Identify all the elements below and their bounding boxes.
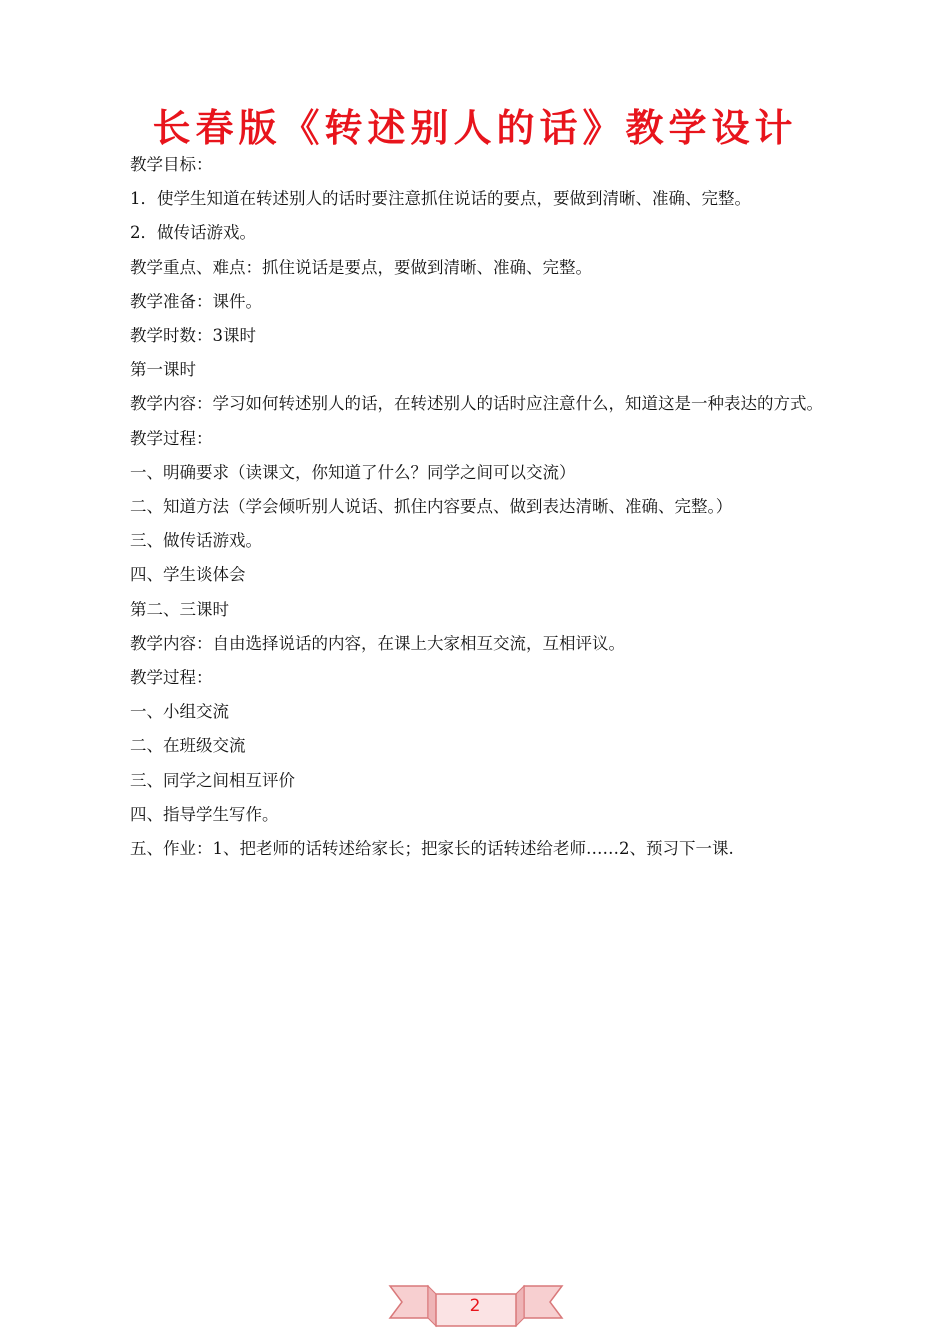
paragraph-class-hours: 教学时数：3课时 xyxy=(130,326,256,346)
document-title: 长春版《转述别人的话》教学设计 xyxy=(152,106,798,150)
paragraph-objective-1: 1．使学生知道在转述别人的话时要注意抓住说话的要点，要做到清晰、准确、完整。 xyxy=(130,189,751,209)
paragraph-lesson-2-3-content: 教学内容：自由选择说话的内容，在课上大家相互交流，互相评议。 xyxy=(130,633,625,653)
paragraph-step-2-2: 二、在班级交流 xyxy=(130,736,246,756)
paragraph-step-2-3: 三、同学之间相互评价 xyxy=(130,770,295,790)
paragraph-step-2-4: 四、指导学生写作。 xyxy=(130,804,279,824)
document-body xyxy=(93,148,868,866)
paragraph-process-heading-1: 教学过程： xyxy=(130,428,213,448)
paragraph-process-heading-2: 教学过程： xyxy=(130,668,213,688)
paragraph-step-4: 四、学生谈体会 xyxy=(130,565,246,585)
paragraph-lesson-1-heading: 第一课时 xyxy=(130,360,196,380)
paragraph-step-1: 一、明确要求（读课文，你知道了什么？同学之间可以交流） xyxy=(130,462,576,482)
paragraph-objective-2: 2．做传话游戏。 xyxy=(130,223,256,243)
paragraph-step-3: 三、做传话游戏。 xyxy=(130,531,262,551)
paragraph-objectives-heading: 教学目标： xyxy=(130,155,213,174)
paragraph-key-points: 教学重点、难点：抓住说话是要点，要做到清晰、准确、完整。 xyxy=(130,257,592,277)
paragraph-lesson-2-3-heading: 第二、三课时 xyxy=(130,599,229,619)
paragraph-lesson-1-content: 教学内容：学习如何转述别人的话，在转述别人的话时应注意什么，知道这是一种表达的方式。 xyxy=(130,394,823,414)
page-number: 2 xyxy=(469,1296,481,1316)
paragraph-homework: 五、作业：1、把老师的话转述给家长；把家长的话转述给老师……2、预习下一课. xyxy=(130,839,734,859)
paragraph-step-2: 二、知道方法（学会倾听别人说话、抓住内容要点、做到表达清晰、准确、完整。） xyxy=(130,497,733,517)
paragraph-step-2-1: 一、小组交流 xyxy=(130,702,229,722)
paragraph-preparation: 教学准备：课件。 xyxy=(130,291,262,311)
